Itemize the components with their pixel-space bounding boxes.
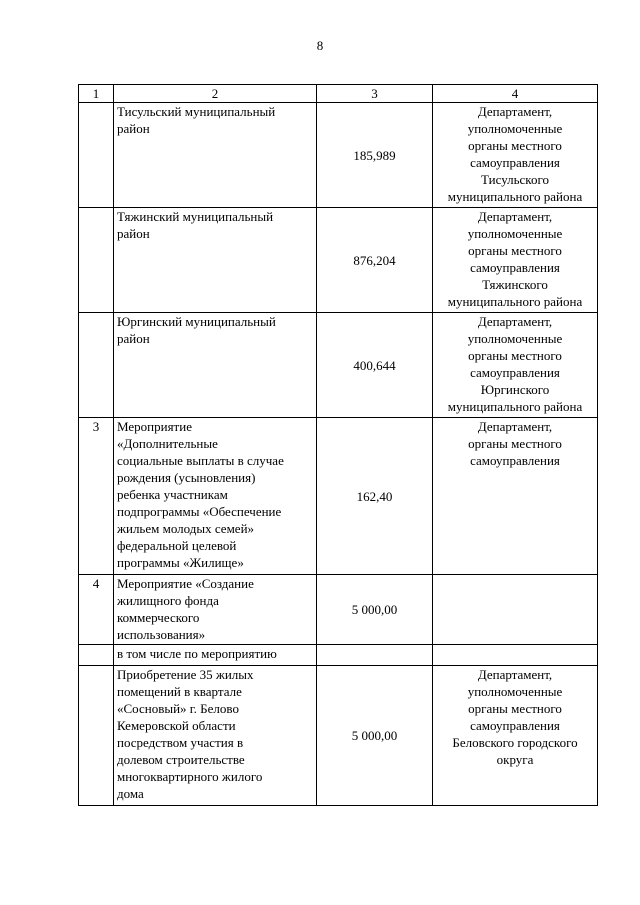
row-organization: Департамент, уполномоченные органы местного самоуправления Тяжинского муниципального района [433, 208, 598, 313]
allocation-table [78, 84, 598, 806]
row-value: 400,644 [317, 313, 433, 418]
row-name: в том числе по мероприятию [114, 645, 317, 666]
header-col-4: 4 [433, 85, 598, 103]
row-number [79, 103, 114, 208]
table-row [79, 645, 598, 666]
row-number [79, 645, 114, 666]
row-value: 5 000,00 [317, 575, 433, 645]
row-number: 4 [79, 575, 114, 645]
row-number [79, 666, 114, 806]
row-value: 5 000,00 [317, 666, 433, 806]
row-organization: Департамент, уполномоченные органы местного самоуправления Беловского городского округа [433, 666, 598, 806]
row-value: 185,989 [317, 103, 433, 208]
row-organization: Департамент, уполномоченные органы местного самоуправления Юргинского муниципального района [433, 313, 598, 418]
row-name: Мероприятие «Создание жилищного фонда коммерческого использования» [114, 575, 317, 645]
header-col-2: 2 [114, 85, 317, 103]
row-organization [433, 575, 598, 645]
row-name: Приобретение 35 жилых помещений в квартале «Сосновый» г. Белово Кемеровской области посредством участия в долевом строительстве многоквартирного жилого дома [114, 666, 317, 806]
table-row [79, 103, 598, 208]
row-organization: Департамент, органы местного самоуправления [433, 418, 598, 575]
table-row [79, 575, 598, 645]
row-organization: Департамент, уполномоченные органы местного самоуправления Тисульского муниципального района [433, 103, 598, 208]
page-number: 8 [316, 38, 324, 53]
row-number [79, 208, 114, 313]
row-name: Юргинский муниципальный район [114, 313, 317, 418]
row-value: 162,40 [317, 418, 433, 575]
row-number: 3 [79, 418, 114, 575]
table-row [79, 208, 598, 313]
row-name: Тяжинский муниципальный район [114, 208, 317, 313]
row-value: 876,204 [317, 208, 433, 313]
header-col-3: 3 [317, 85, 433, 103]
row-value [317, 645, 433, 666]
row-number [79, 313, 114, 418]
table-row [79, 313, 598, 418]
header-col-1: 1 [79, 85, 114, 103]
row-name: Тисульский муниципальный район [114, 103, 317, 208]
table-header-row [79, 85, 598, 103]
table-row [79, 418, 598, 575]
row-organization [433, 645, 598, 666]
row-name: Мероприятие «Дополнительные социальные выплаты в случае рождения (усыновления) ребенка участникам подпрограммы «Обеспечение жильем молодых семей» федеральной целевой программы «Жилище» [114, 418, 317, 575]
table-row [79, 666, 598, 806]
